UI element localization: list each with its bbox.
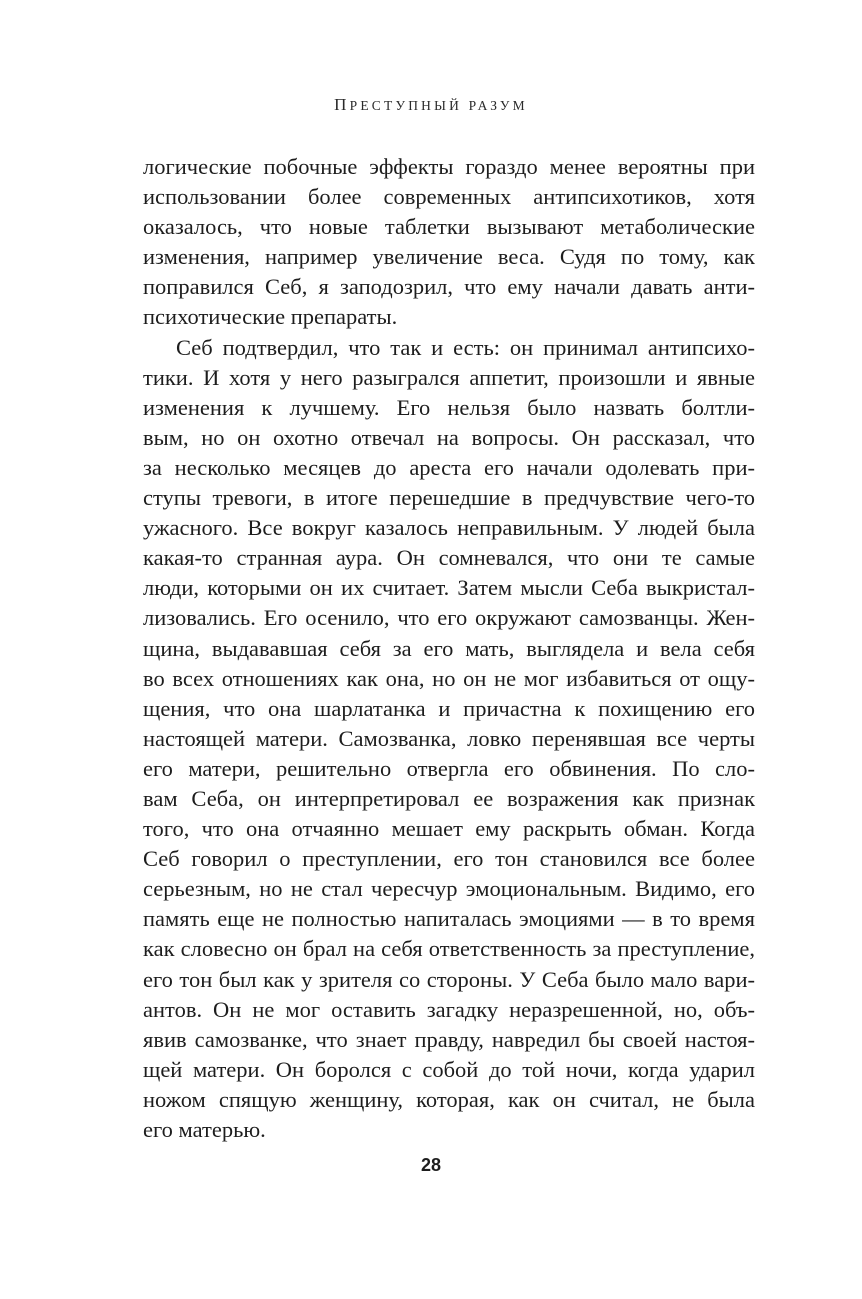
text-line: ужасного. Все вокруг казалось неправильным. У людей была (143, 515, 755, 541)
text-line: тики. И хотя у него разыгрался аппетит, произошли и явные (143, 364, 755, 390)
page-number: 28 (420, 1155, 442, 1175)
text-line: логические побочные эффекты гораздо менее вероятны при (143, 154, 755, 179)
text-line: оказалось, что новые таблетки вызывают метаболические (143, 214, 755, 240)
text-line: вам Себа, он интерпретировал ее возражения как признак (143, 785, 755, 811)
text-line: изменения к лучшему. Его нельзя было назвать болтли- (143, 394, 755, 420)
text-line: антов. Он не мог оставить загадку неразрешенной, но, объ- (143, 996, 755, 1022)
body-text (143, 152, 755, 1145)
text-line: ножом спящую женщину, которая, как он считал, не была (143, 1086, 755, 1112)
text-line: явив самозванке, что знает правду, навредил бы своей настоя- (143, 1026, 755, 1052)
text-line: память еще не полностью напиталась эмоциями — в то время (143, 906, 755, 932)
text-line: его тон был как у зрителя со стороны. У Себа было мало вари- (143, 966, 755, 992)
text-line: щей матери. Он боролся с собой до той ночи, когда ударил (143, 1056, 755, 1082)
text-line: щения, что она шарлатанка и причастна к похищению его (143, 695, 755, 721)
text-line: психотические препараты. (143, 304, 398, 330)
text-line: его матери, решительно отвергла его обвинения. По сло- (143, 755, 755, 781)
text-line: его матерью. (143, 1117, 266, 1142)
text-line: люди, которыми он их считает. Затем мысли Себа выкристал- (143, 575, 755, 601)
running-head: ПРЕСТУПНЫЙ РАЗУМ (334, 95, 528, 114)
text-line: использовании более современных антипсихотиков, хотя (143, 184, 755, 210)
text-line: поправился Себ, я заподозрил, что ему начали давать анти- (143, 274, 755, 300)
text-line: того, что она отчаянно мешает ему раскрыть обман. Когда (143, 816, 755, 842)
text-line: серьезным, но не стал чересчур эмоциональным. Видимо, его (143, 876, 755, 902)
text-line: Себ говорил о преступлении, его тон становился все более (143, 846, 755, 872)
text-line: вым, но он охотно отвечал на вопросы. Он рассказал, что (143, 424, 755, 450)
text-line: за несколько месяцев до ареста его начали одолевать при- (143, 454, 755, 480)
text-line: во всех отношениях как она, но он не мог избавиться от ощу- (143, 665, 755, 691)
text-line: настоящей матери. Самозванка, ловко перенявшая все черты (143, 725, 755, 751)
text-line: щина, выдававшая себя за его мать, выглядела и вела себя (143, 635, 755, 661)
text-line: какая-то странная аура. Он сомневался, что они те самые (143, 545, 755, 571)
text-line: как словесно он брал на себя ответственность за преступление, (143, 936, 755, 962)
text-line: ступы тревоги, в итоге перешедшие в предчувствие чего-то (143, 485, 755, 511)
text-line: изменения, например увеличение веса. Судя по тому, как (143, 244, 755, 270)
text-line: Себ подтвердил, что так и есть: он принимал антипсихо- (176, 334, 755, 360)
text-line: лизовались. Его осенило, что его окружают самозванцы. Жен- (143, 605, 755, 631)
